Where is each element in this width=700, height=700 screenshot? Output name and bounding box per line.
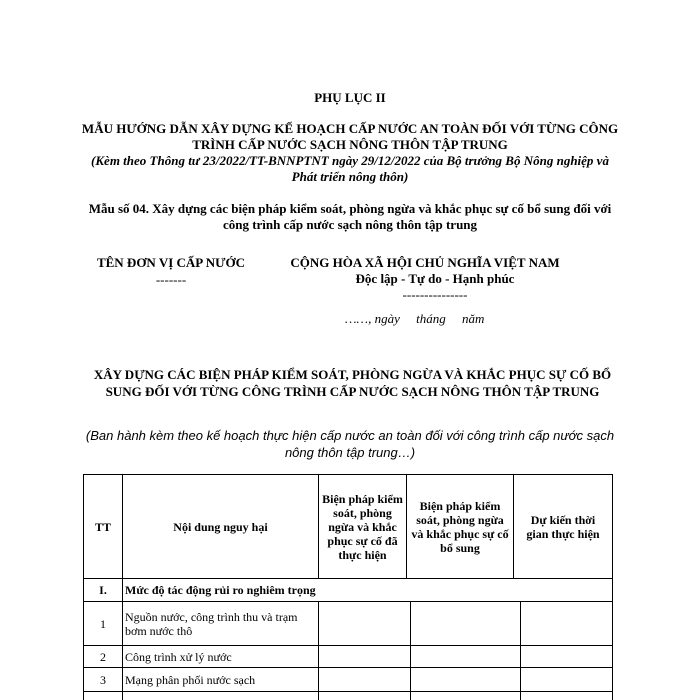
row-label: Nguồn nước, công trình thu và trạm bơm nước thô — [125, 609, 298, 638]
table-row-line — [83, 691, 613, 692]
header-timeline: Dự kiến thời gian thực hiện — [526, 512, 600, 541]
header-additional-measures: Biện pháp kiểm soát, phòng ngừa và khắc phục sự cố bổ sung — [411, 498, 509, 555]
row-number: 3 — [100, 672, 106, 687]
row-number: 2 — [100, 649, 106, 664]
table-col-line — [520, 601, 521, 700]
header-existing-measures: Biện pháp kiểm soát, phòng ngừa và khắc phục sự cố đã thực hiện — [322, 491, 403, 562]
unit-dash: ------- — [155, 272, 187, 287]
template-title: MẪU HƯỚNG DẪN XÂY DỰNG KẾ HOẠCH CẤP NƯỚC AN TOÀN ĐỐI VỚI TỪNG CÔNG TRÌNH CẤP NƯỚC SẠCH NÔNG THÔN TẬP TRUNG — [81, 121, 619, 152]
unit-name: TÊN ĐƠN VỊ CẤP NƯỚC — [96, 255, 246, 270]
country-name: CỘNG HÒA XÃ HỘI CHỦ NGHĨA VIỆT NAM — [290, 255, 560, 270]
plan-title: XÂY DỰNG CÁC BIỆN PHÁP KIỂM SOÁT, PHÒNG NGỪA VÀ KHẮC PHỤC SỰ CỐ BỔ SUNG ĐỐI VỚI TỪNG CÔNG TRÌNH CẤP NƯỚC SẠCH NÔNG THÔN TẬP TRUNG — [93, 367, 612, 399]
national-motto: Độc lập - Tự do - Hạnh phúc — [355, 271, 515, 286]
form-title: Mẫu số 04. Xây dựng các biện pháp kiểm soát, phòng ngừa và khắc phục sự cố bổ sung đối với công trình cấp nước sạch nông thôn tập trung — [88, 201, 612, 232]
table-border-right — [612, 474, 613, 700]
row-label: Công trình xử lý nước — [125, 649, 232, 664]
header-tt: TT — [94, 519, 111, 534]
plan-note: (Ban hành kèm theo kế hoạch thực hiện cấp nước an toàn đối với công trình cấp nước sạch nông thôn tập trung…) — [85, 428, 615, 460]
section-label: Mức độ tác động rủi ro nghiêm trọng — [125, 583, 316, 597]
table-col-line — [410, 601, 411, 700]
row-number: 1 — [100, 616, 106, 631]
date-line: ……, ngày tháng năm — [345, 311, 485, 326]
table-col-line — [318, 601, 319, 700]
motto-dash: --------------- — [402, 287, 468, 302]
section-number: I. — [99, 583, 107, 597]
attached-note: (Kèm theo Thông tư 23/2022/TT-BNNPTNT ngày 29/12/2022 của Bộ trưởng Bộ Nông nghiệp và Phát triển nông thôn) — [91, 153, 609, 184]
appendix-title: PHỤ LỤC II — [314, 90, 386, 105]
row-label: Mạng phân phối nước sạch — [125, 672, 256, 687]
header-hazard: Nội dung nguy hại — [173, 519, 268, 534]
